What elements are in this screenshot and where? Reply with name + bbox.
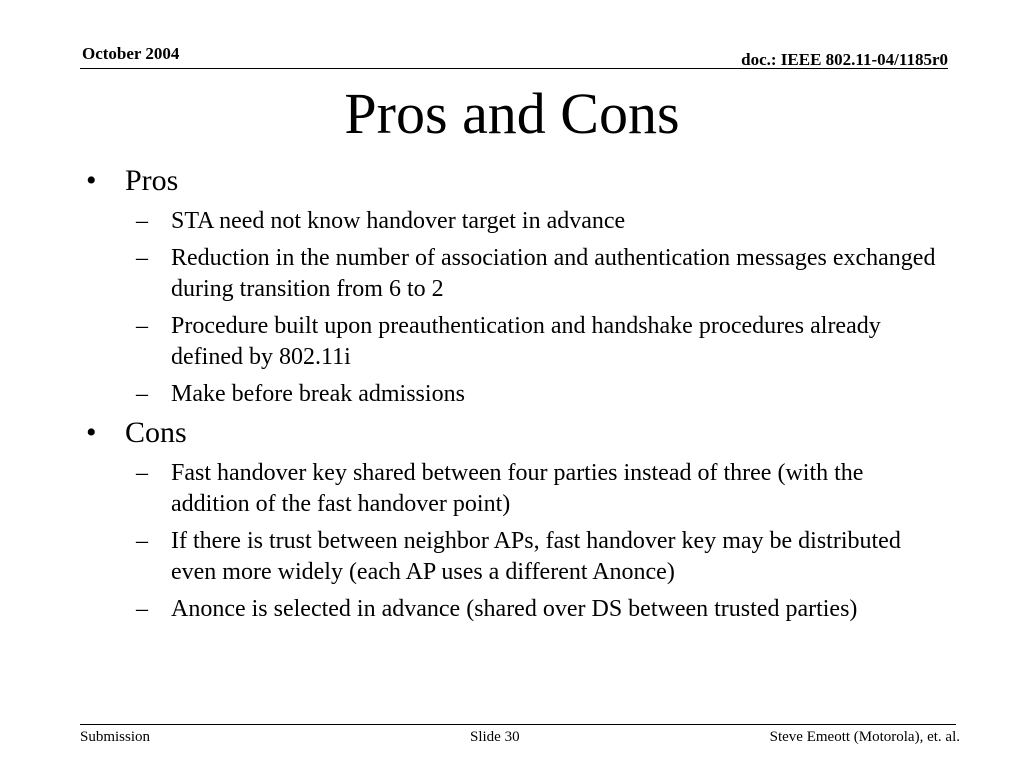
slide-title: Pros and Cons xyxy=(344,81,680,146)
bullet-icon: • xyxy=(86,416,97,449)
sub-bullet xyxy=(84,594,944,625)
dash-icon: – xyxy=(136,460,148,486)
dash-icon: – xyxy=(136,245,148,271)
sub-bullet xyxy=(84,243,944,305)
bullet-label: Cons xyxy=(125,416,187,449)
sub-bullet-text: Anonce is selected in advance (shared over DS between trusted parties) xyxy=(171,596,858,622)
bullet-label: Pros xyxy=(125,164,179,197)
sub-bullet-text: STA need not know handover target in advance xyxy=(171,208,626,234)
header-divider xyxy=(80,68,948,69)
dash-icon: – xyxy=(136,313,148,339)
bullet-cons xyxy=(84,414,944,452)
bullet-pros xyxy=(84,162,944,200)
dash-icon: – xyxy=(136,596,148,622)
footer-divider xyxy=(80,724,956,725)
sub-bullet xyxy=(84,458,944,520)
dash-icon: – xyxy=(136,528,148,554)
dash-icon: – xyxy=(136,208,148,234)
sub-bullet xyxy=(84,379,944,410)
header-doc-id: doc.: IEEE 802.11-04/1185r0 xyxy=(741,50,948,69)
sub-bullet-text: Procedure built upon preauthentication and handshake procedures already defined by 802.11i xyxy=(171,313,881,370)
bullet-icon: • xyxy=(86,164,97,197)
sub-bullet-text: Fast handover key shared between four parties instead of three (with the addition of the fast handover point) xyxy=(171,460,864,517)
dash-icon: – xyxy=(136,381,148,407)
slide-body xyxy=(84,158,944,625)
sub-bullet xyxy=(84,526,944,588)
footer-submission: Submission xyxy=(80,729,151,745)
footer-slide-number: Slide 30 xyxy=(470,729,520,745)
sub-bullet xyxy=(84,311,944,373)
sub-bullet xyxy=(84,206,944,237)
sub-bullet-text: If there is trust between neighbor APs, fast handover key may be distributed even more widely (each AP uses a different Anonce) xyxy=(171,528,901,585)
sub-bullet-text: Reduction in the number of association and authentication messages exchanged during transition from 6 to 2 xyxy=(171,245,936,302)
sub-bullet-text: Make before break admissions xyxy=(171,381,465,407)
footer-author: Steve Emeott (Motorola), et. al. xyxy=(769,729,960,745)
header-date: October 2004 xyxy=(82,44,180,63)
